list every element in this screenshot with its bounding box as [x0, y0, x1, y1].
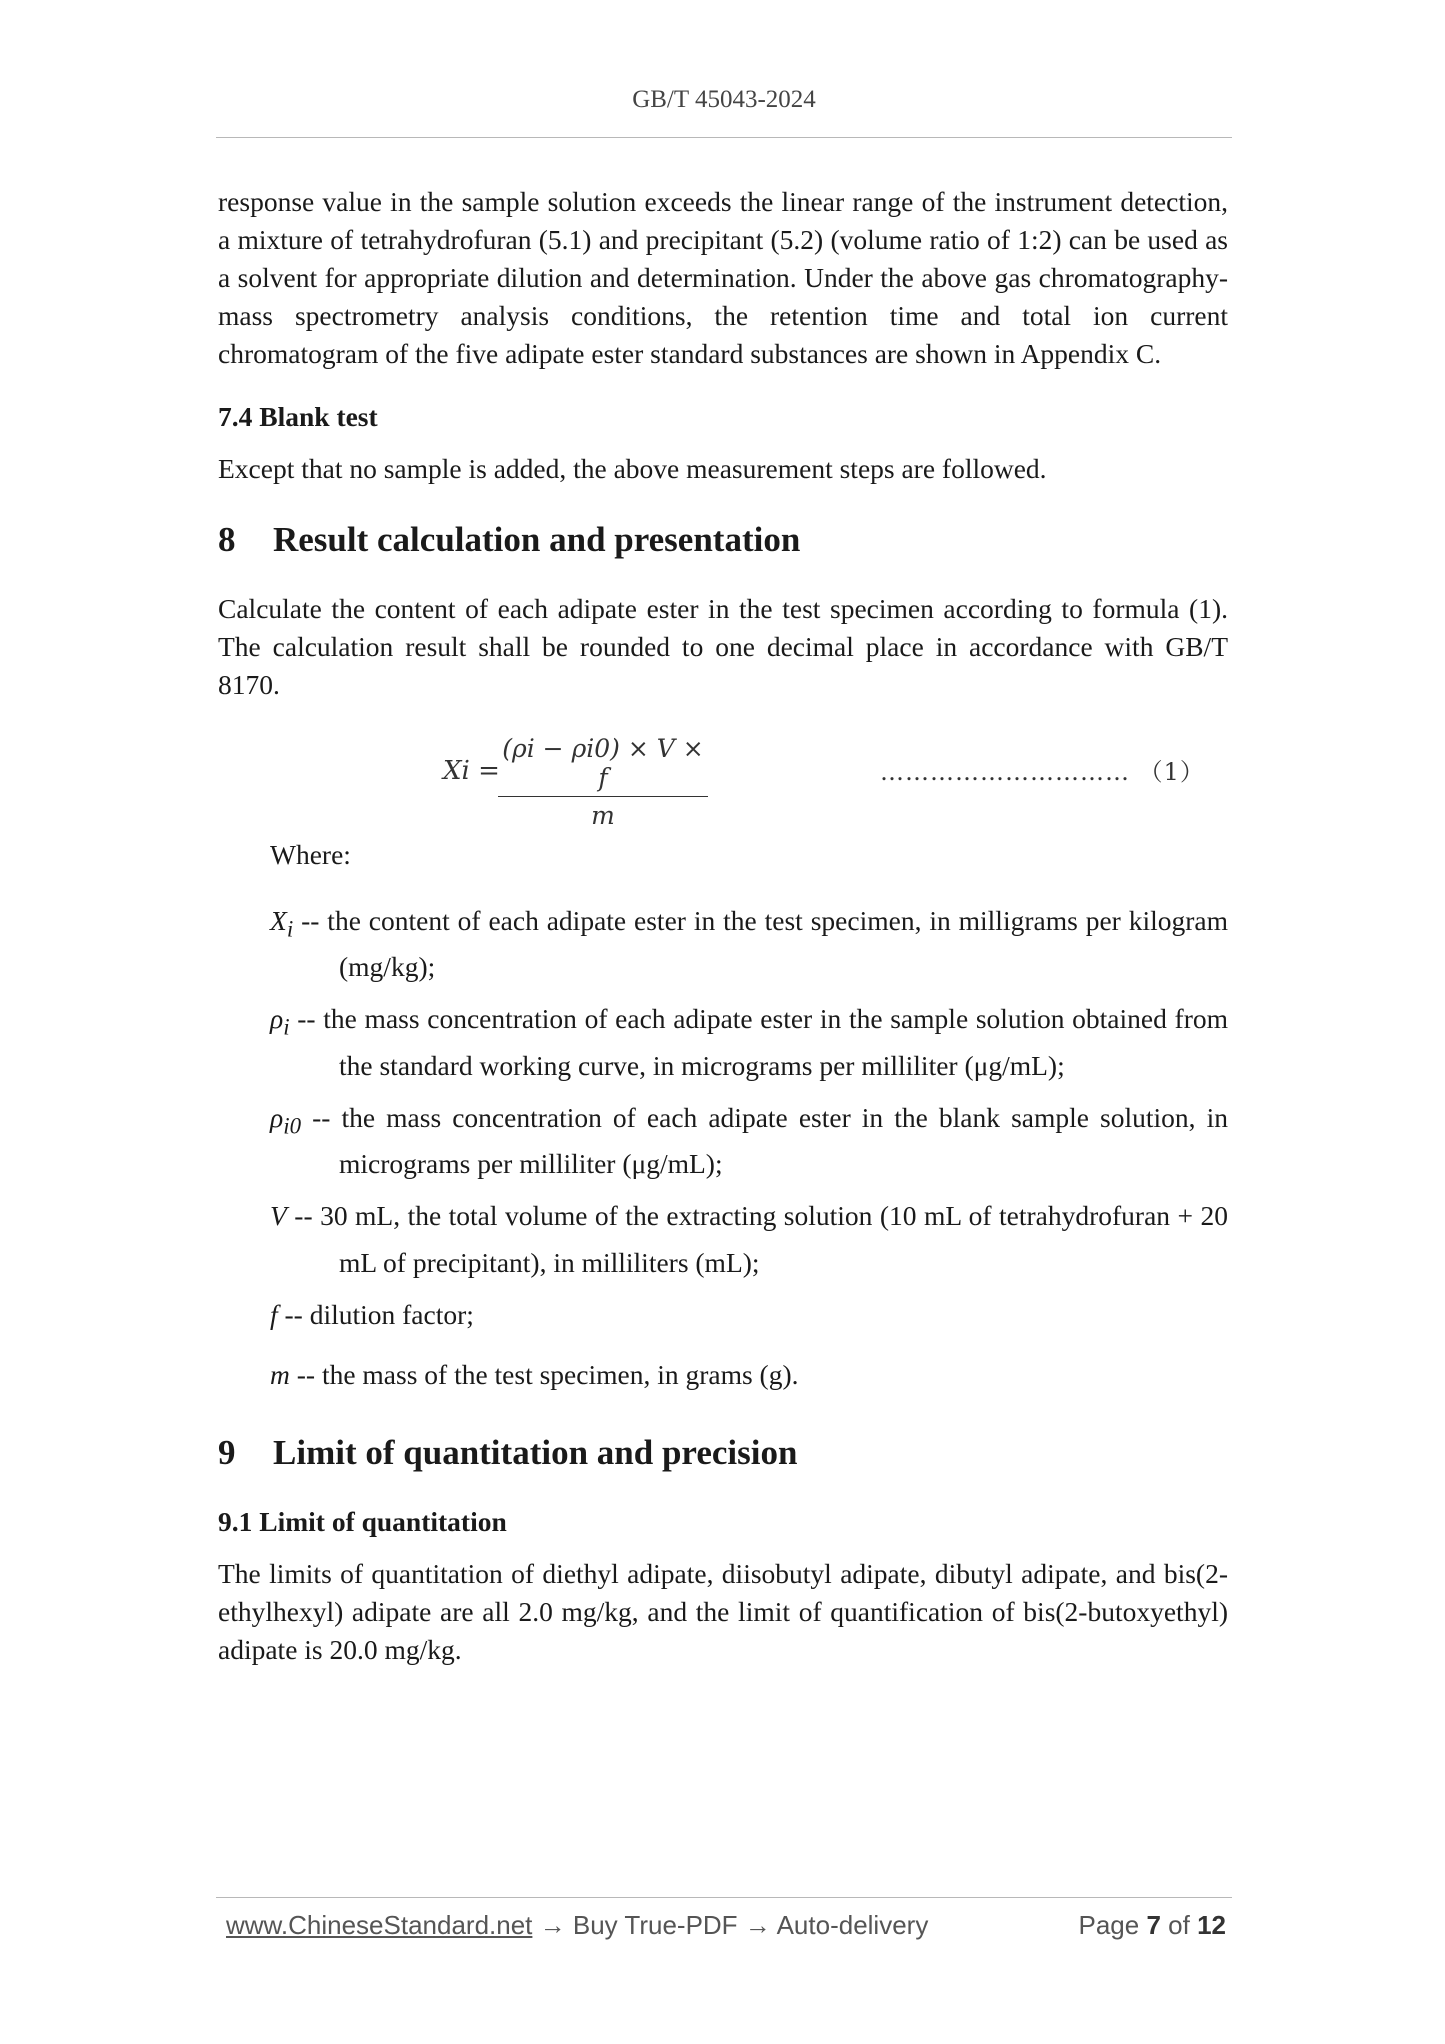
definition-text: -- the content of each adipate ester in the test specimen, in milligrams per kilogram (mg/kg);	[293, 904, 1228, 982]
definition-item	[270, 1099, 1228, 1184]
definition-item	[270, 1356, 1228, 1403]
definition-symbol: ρ	[270, 1003, 284, 1034]
heading-9-number: 9	[218, 1432, 236, 1472]
heading-8	[218, 518, 1228, 562]
definition-text: -- 30 mL, the total volume of the extracting solution (10 mL of tetrahydrofuran + 20 mL of precipitant), in milliliters (mL);	[286, 1200, 1228, 1278]
definition-text: -- dilution factor;	[277, 1298, 474, 1330]
page-current: 7	[1146, 1910, 1161, 1940]
definition-symbol: m	[270, 1359, 290, 1390]
definition-item	[270, 1296, 1228, 1343]
heading-8-title: Result calculation and presentation	[273, 520, 801, 559]
page-footer	[226, 1910, 1226, 1950]
definition-item	[270, 902, 1228, 987]
footer-divider	[216, 1897, 1232, 1898]
definition-item	[270, 1000, 1228, 1085]
definition-subscript: i	[283, 1014, 290, 1040]
definition-subscript: i	[286, 916, 294, 941]
definition-symbol: f	[270, 1298, 278, 1330]
paragraph-8: Calculate the content of each adipate ester in the test specimen according to formula (1). The calculation result shall be rounded to one decimal place in accordance with GB/T 8170.	[218, 593, 1228, 700]
definition-item	[270, 1197, 1228, 1282]
page-header-standard-code: GB/T 45043-2024	[632, 86, 816, 113]
definition-text: -- the mass concentration of each adipate ester in the blank sample solution, in micrograms per milliliter (μg/mL);	[301, 1101, 1228, 1179]
formula-number: ………………………… （1）	[880, 758, 1205, 786]
formula-lhs: Xi =	[443, 756, 500, 786]
definition-text: -- the mass of the test specimen, in grams (g).	[289, 1359, 799, 1390]
header-divider	[216, 137, 1232, 138]
page-total: 12	[1197, 1910, 1226, 1940]
footer-arrow-2: →	[737, 1910, 777, 1940]
heading-8-number: 8	[218, 520, 236, 559]
of-label: of	[1168, 1910, 1190, 1940]
definition-symbol: ρ	[270, 1101, 284, 1133]
footer-arrow-1: →	[532, 1910, 573, 1940]
definition-text: -- the mass concentration of each adipate ester in the sample solution obtained from the standard working curve, in micrograms per milliliter (μg/mL);	[289, 1003, 1228, 1081]
definition-symbol: V	[270, 1200, 287, 1231]
heading-9-1: 9.1 Limit of quantitation	[218, 1505, 507, 1537]
auto-delivery-text: Auto-delivery	[776, 1910, 929, 1940]
formula-1	[218, 734, 1228, 830]
formula-denominator: m	[591, 801, 615, 830]
website-link[interactable]: www.ChineseStandard.net	[226, 1910, 533, 1940]
heading-9-title: Limit of quantitation and precision	[273, 1432, 798, 1472]
buy-true-pdf-text: Buy True-PDF	[572, 1910, 738, 1940]
paragraph-9-1: The limits of quantitation of diethyl adipate, diisobutyl adipate, dibutyl adipate, and bis(2-ethylhexyl) adipate are all 2.0 mg/kg, and the limit of quantification of bis(2-butoxyethyl) adipate is 20.0 mg/kg.	[218, 1557, 1228, 1665]
formula-numerator: (ρi − ρi0) × V × f	[498, 734, 708, 797]
definition-list	[218, 902, 1228, 1403]
paragraph-continuation: response value in the sample solution exceeds the linear range of the instrument detection, a mixture of tetrahydrofuran (5.1) and precipitant (5.2) (volume ratio of 1:2) can be used as a solvent for appropriate dilution and determination. Under the above gas chromatography-mass spectrometry analysis conditions, the retention time and total ion current chromatogram of the five adipate ester standard substances are shown in Appendix C.	[218, 186, 1228, 369]
heading-7-4: 7.4 Blank test	[218, 401, 378, 432]
formula-fraction	[498, 734, 708, 830]
definition-subscript: i0	[283, 1113, 302, 1138]
heading-9	[218, 1431, 1228, 1475]
paragraph-7-4: Except that no sample is added, the above measurement steps are followed.	[218, 453, 1047, 484]
where-label: Where:	[270, 839, 351, 870]
definition-symbol: X	[270, 904, 287, 936]
page-label: Page	[1078, 1910, 1140, 1940]
page-content	[218, 183, 1228, 1669]
page-indicator	[1078, 1910, 1226, 1941]
